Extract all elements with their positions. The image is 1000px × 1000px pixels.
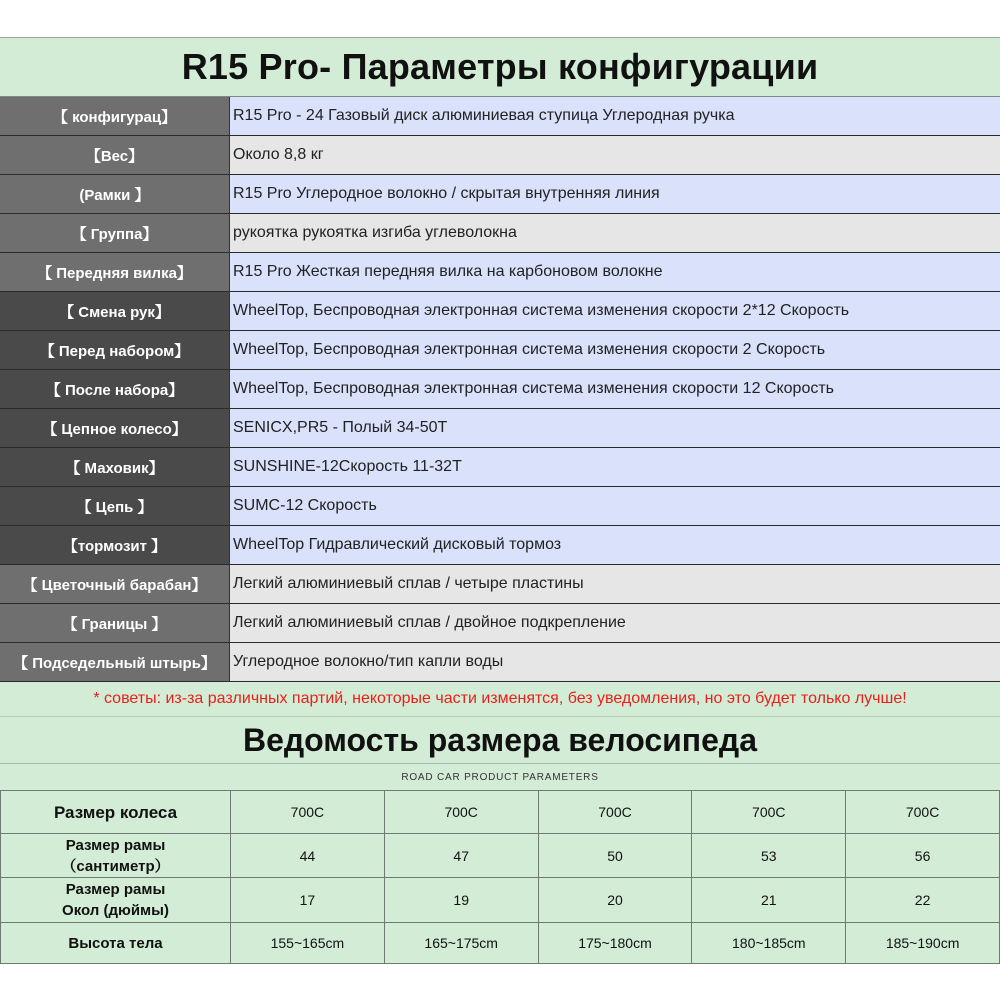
table-cell: 47: [384, 834, 538, 878]
table-cell: 700C: [384, 791, 538, 834]
spec-label: 【 Группа】: [0, 214, 230, 252]
spec-value: рукоятка рукоятка изгиба углеволокна: [230, 214, 1000, 252]
spec-label: 【 Маховик】: [0, 448, 230, 486]
spec-row-config: [0, 97, 1000, 136]
spec-value: R15 Pro Жесткая передняя вилка на карбоновом волокне: [230, 253, 1000, 291]
spec-value: R15 Pro Углеродное волокно / скрытая внутренняя линия: [230, 175, 1000, 213]
spec-label: 【 Цветочный барабан】: [0, 565, 230, 603]
spec-row-rear-derailleur: [0, 370, 1000, 409]
spec-label: 【тормозит 】: [0, 526, 230, 564]
table-cell: 22: [846, 878, 1000, 923]
row-header: Размер колеса: [1, 791, 231, 834]
spec-row-fork: [0, 253, 1000, 292]
table-row-frame-in: [1, 878, 1000, 923]
spec-row-chainring: [0, 409, 1000, 448]
size-chart-title: Ведомость размера велосипеда: [242, 721, 758, 758]
spec-row-hub: [0, 565, 1000, 604]
spec-value: Углеродное волокно/тип капли воды: [230, 643, 1000, 681]
spec-row-shifter: [0, 292, 1000, 331]
table-cell: 44: [231, 834, 385, 878]
table-cell: 50: [538, 834, 692, 878]
row-header: Высота тела: [1, 923, 231, 964]
table-row-wheel: [1, 791, 1000, 834]
table-cell: 185~190cm: [846, 923, 1000, 964]
spec-row-cassette: [0, 448, 1000, 487]
row-header-line: Окол (дюймы): [62, 902, 169, 919]
table-cell: 700C: [538, 791, 692, 834]
spec-label: 【 Цепь 】: [0, 487, 230, 525]
size-chart-subtitle: ROAD CAR PRODUCT PARAMETERS: [0, 763, 1000, 790]
table-row-height: [1, 923, 1000, 964]
spec-value: Легкий алюминиевый сплав / четыре пластины: [230, 565, 1000, 603]
spec-label: 【 Цепное колесо】: [0, 409, 230, 447]
spec-value: WheelTop Гидравлический дисковый тормоз: [230, 526, 1000, 564]
size-table: [0, 790, 1000, 964]
spec-value: WheelTop, Беспроводная электронная система изменения скорости 12 Скорость: [230, 370, 1000, 408]
table-row-frame-cm: [1, 834, 1000, 878]
row-header: [1, 878, 231, 923]
spec-label: 【 Перед набором】: [0, 331, 230, 369]
table-cell: 155~165cm: [231, 923, 385, 964]
spec-value: R15 Pro - 24 Газовый диск алюминиевая ступица Углеродная ручка: [230, 97, 1000, 135]
spec-value: WheelTop, Беспроводная электронная система изменения скорости 2*12 Скорость: [230, 292, 1000, 330]
table-cell: 175~180cm: [538, 923, 692, 964]
table-cell: 17: [231, 878, 385, 923]
row-header-line: （сантиметр）: [61, 857, 170, 875]
table-cell: 21: [692, 878, 846, 923]
spec-value: Около 8,8 кг: [230, 136, 1000, 174]
spec-table: [0, 97, 1000, 682]
spec-label: 【 После набора】: [0, 370, 230, 408]
spec-label: 【 Подседельный штырь】: [0, 643, 230, 681]
table-cell: 700C: [846, 791, 1000, 834]
row-header-line: Размер рамы: [65, 881, 166, 898]
spec-value: SUMC-12 Скорость: [230, 487, 1000, 525]
spec-row-rims: [0, 604, 1000, 643]
table-cell: 700C: [231, 791, 385, 834]
table-cell: 165~175cm: [384, 923, 538, 964]
spec-label: (Рамки 】: [0, 175, 230, 213]
table-cell: 180~185cm: [692, 923, 846, 964]
title-banner: [0, 37, 1000, 97]
spec-value: WheelTop, Беспроводная электронная система изменения скорости 2 Скорость: [230, 331, 1000, 369]
disclaimer-note: * советы: из-за различных партий, некоторые части изменятся, без уведомления, но это будет только лучше!: [0, 682, 1000, 717]
table-cell: 53: [692, 834, 846, 878]
spec-value: SUNSHINE-12Скорость 11-32T: [230, 448, 1000, 486]
table-cell: 56: [846, 834, 1000, 878]
spec-row-chain: [0, 487, 1000, 526]
spec-row-brakes: [0, 526, 1000, 565]
spec-label: 【 Передняя вилка】: [0, 253, 230, 291]
spec-value: Легкий алюминиевый сплав / двойное подкрепление: [230, 604, 1000, 642]
spec-label: 【 Границы 】: [0, 604, 230, 642]
spec-value: SENICX,PR5 - Полый 34-50T: [230, 409, 1000, 447]
row-header: [1, 834, 231, 878]
row-header-line: Размер рамы: [65, 836, 166, 854]
spec-row-group: [0, 214, 1000, 253]
spec-row-weight: [0, 136, 1000, 175]
spec-row-front-derailleur: [0, 331, 1000, 370]
spec-label: 【Вес】: [0, 136, 230, 174]
table-cell: 19: [384, 878, 538, 923]
spec-label: 【 Смена рук】: [0, 292, 230, 330]
spec-label: 【 конфигурац】: [0, 97, 230, 135]
size-chart-banner: [0, 717, 1000, 763]
page-title: R15 Pro- Параметры конфигурации: [181, 46, 819, 87]
spec-row-seatpost: [0, 643, 1000, 682]
spec-row-frame: [0, 175, 1000, 214]
table-cell: 700C: [692, 791, 846, 834]
table-cell: 20: [538, 878, 692, 923]
